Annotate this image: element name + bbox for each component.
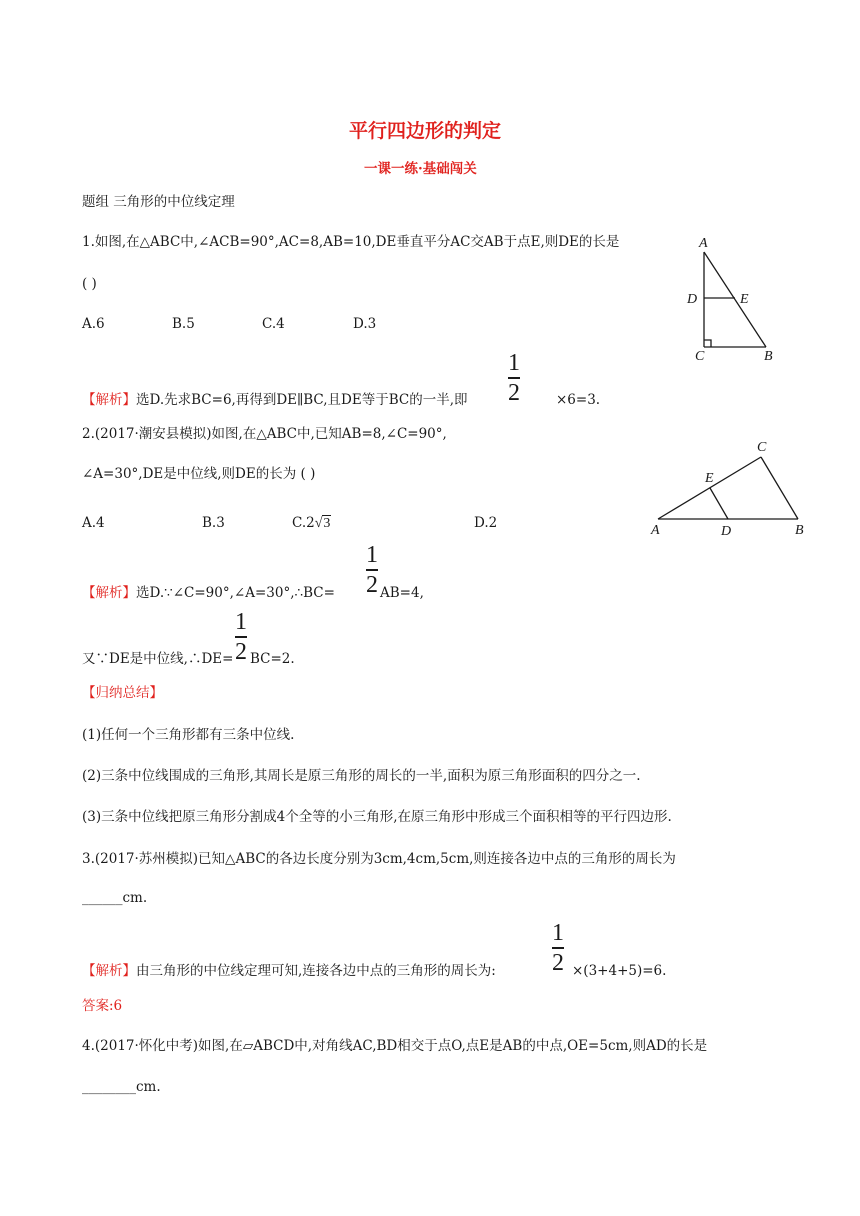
- q2-label-d: D: [721, 524, 732, 539]
- fraction-denominator: 2: [508, 379, 520, 406]
- q3-analysis-text-a: 由三角形的中位线定理可知,连接各边中点的三角形的周长为:: [136, 963, 496, 979]
- fraction-numerator: 1: [366, 542, 378, 568]
- q2-label-e: E: [705, 471, 714, 486]
- q2-option-c: [292, 514, 331, 533]
- fraction-numerator: 1: [508, 350, 520, 376]
- q1-paren: ( ): [82, 276, 97, 292]
- summary-item-2: (2)三条中位线围成的三角形,其周长是原三角形的周长的一半,面积为原三角形面积的四分之一.: [82, 768, 641, 784]
- q1-label-b: B: [764, 349, 773, 362]
- q2-analysis-text-a: 选D.∵∠C=90°,∠A=30°,∴BC=: [136, 585, 335, 601]
- group-label: 题组 三角形的中位线定理: [82, 194, 235, 210]
- summary-tag: 【归纳总结】: [82, 685, 163, 701]
- q1-label-a: A: [699, 236, 708, 251]
- q2-stem-line2: ∠A=30°,DE是中位线,则DE的长为 ( ): [82, 466, 316, 482]
- fraction-denominator: 2: [235, 638, 247, 665]
- q1-option-d: D.3: [353, 316, 377, 332]
- q2-analysis2-text-b: BC=2.: [250, 651, 295, 667]
- fraction-numerator: 1: [552, 920, 564, 946]
- q1-option-b: B.5: [172, 316, 195, 332]
- q2-label-c: C: [757, 440, 767, 455]
- page-title: 平行四边形的判定: [349, 120, 502, 142]
- fraction-denominator: 2: [552, 949, 564, 976]
- q2-figure: [648, 432, 816, 540]
- q1-label-d: D: [687, 292, 698, 307]
- q1-option-a: A.6: [82, 316, 105, 332]
- q1-analysis-tag: 【解析】: [82, 392, 136, 408]
- fraction-numerator: 1: [235, 609, 247, 635]
- q1-label-c: C: [695, 349, 705, 362]
- q2-option-c-label: C.2: [292, 515, 315, 531]
- page-subtitle: 一课一练·基础闯关: [364, 161, 477, 177]
- q2-stem-line1: 2.(2017·潮安县模拟)如图,在△ABC中,已知AB=8,∠C=90°,: [82, 426, 447, 442]
- q2-analysis-text-b: AB=4,: [380, 585, 424, 601]
- q2-option-a: A.4: [82, 515, 105, 531]
- q2-option-b: B.3: [202, 515, 225, 531]
- q1-option-c: C.4: [262, 316, 285, 332]
- sqrt-icon: √3: [314, 516, 331, 531]
- q2-label-b: B: [795, 523, 804, 538]
- q1-label-e: E: [740, 292, 749, 307]
- q1-fraction: [508, 351, 520, 405]
- q2-option-c-radicand: 3: [323, 516, 331, 531]
- q2-fraction-1: [366, 543, 378, 597]
- q3-analysis-text-b: ×(3+4+5)=6.: [572, 963, 667, 979]
- q2-analysis2-text-a: 又∵DE是中位线,∴DE=: [82, 651, 234, 667]
- q3-fraction: [552, 921, 564, 975]
- summary-item-1: (1)任何一个三角形都有三条中位线.: [82, 727, 295, 743]
- q1-stem: 1.如图,在△ABC中,∠ACB=90°,AC=8,AB=10,DE垂直平分AC交AB于点E,则DE的长是: [82, 234, 620, 250]
- q3-stem: 3.(2017·苏州模拟)已知△ABC的各边长度分别为3cm,4cm,5cm,则连接各边中点的三角形的周长为: [82, 851, 676, 867]
- q1-figure: [676, 232, 786, 362]
- summary-item-3: (3)三条中位线把原三角形分割成4个全等的小三角形,在原三角形中形成三个面积相等的平行四边形.: [82, 809, 672, 825]
- q1-analysis: [82, 391, 468, 409]
- q3-analysis-tag: 【解析】: [82, 963, 136, 979]
- q3-answer: 答案:6: [82, 998, 123, 1014]
- q2-fraction-2: [235, 610, 247, 664]
- q2-label-a: A: [651, 523, 660, 538]
- q1-analysis-text-b: ×6=3.: [556, 392, 601, 408]
- q4-stem: 4.(2017·怀化中考)如图,在▱ABCD中,对角线AC,BD相交于点O,点E是AB的中点,OE=5cm,则AD的长是: [82, 1038, 708, 1054]
- q2-option-d: D.2: [474, 515, 498, 531]
- q3-analysis: [82, 962, 496, 980]
- q4-blank: ________cm.: [82, 1079, 161, 1095]
- q1-analysis-text-a: 选D.先求BC=6,再得到DE∥BC,且DE等于BC的一半,即: [136, 392, 468, 408]
- q2-analysis-tag: 【解析】: [82, 585, 136, 601]
- fraction-denominator: 2: [366, 571, 378, 598]
- q2-analysis: [82, 584, 335, 602]
- q3-blank: ______cm.: [82, 890, 148, 906]
